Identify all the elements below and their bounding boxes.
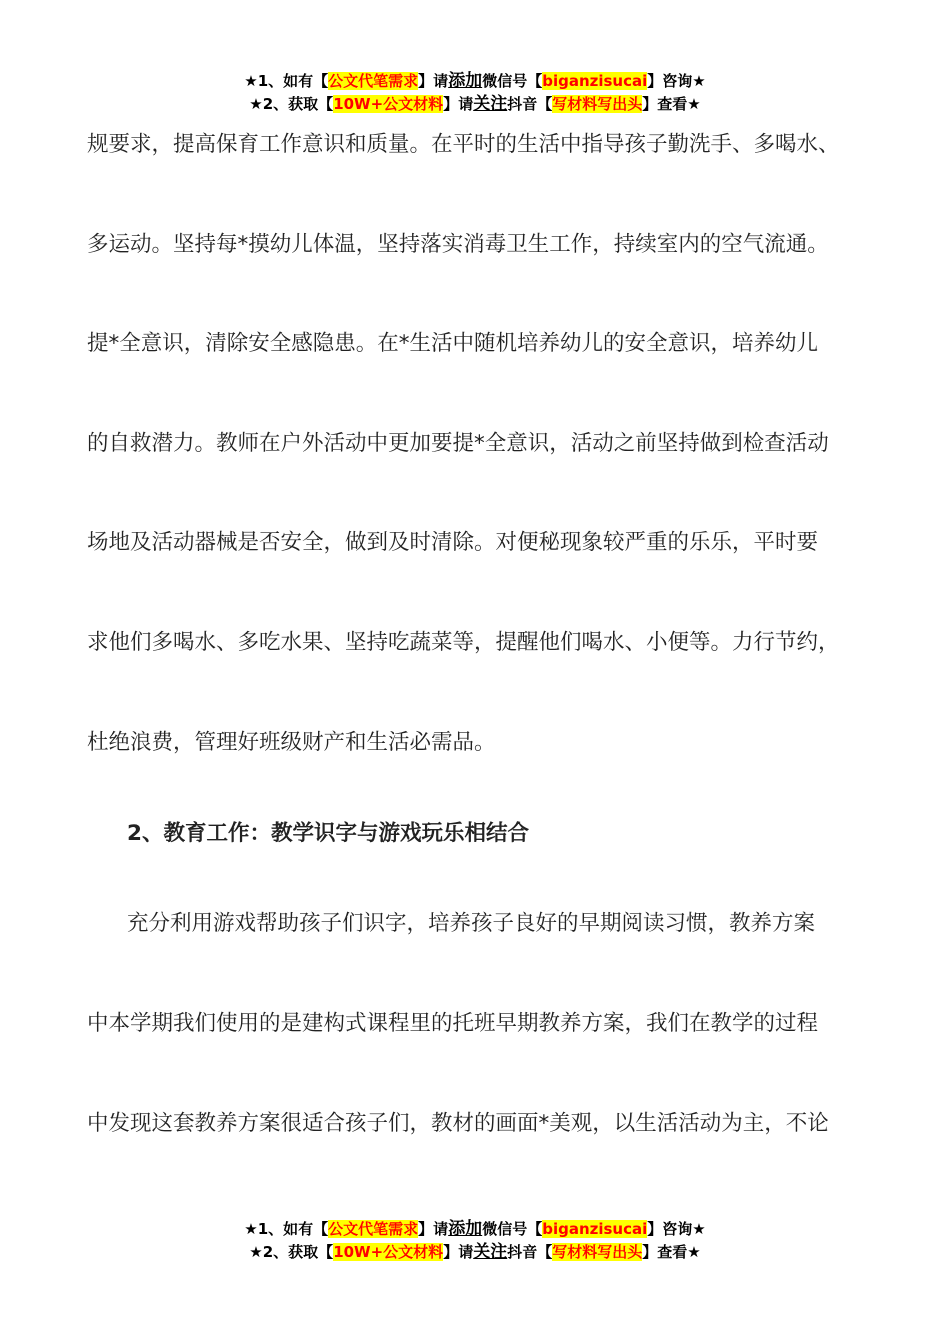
- footer-banner-line-1: [0, 1218, 950, 1241]
- banner-text: ★1、如有【: [244, 1220, 329, 1238]
- banner-douyin-id: 写材料写出头: [552, 95, 643, 113]
- body-line: 多运动。坚持每*摸幼儿体温，坚持落实消毒卫生工作，持续室内的空气流通。: [87, 232, 829, 257]
- section-heading: 2、教育工作：教学识字与游戏玩乐相结合: [127, 821, 529, 846]
- banner-douyin-id: 写材料写出头: [552, 1243, 643, 1261]
- banner-text: 】请: [443, 95, 474, 113]
- body-line: 中本学期我们使用的是建构式课程里的托班早期教养方案，我们在教学的过程: [87, 1011, 819, 1036]
- banner-text: 】咨询★: [647, 72, 706, 90]
- footer-banner: [0, 1218, 950, 1264]
- banner-text: 】查看★: [642, 95, 701, 113]
- banner-wechat-id: biganzisucai: [542, 1220, 648, 1238]
- body-line: 充分利用游戏帮助孩子们识字，培养孩子良好的早期阅读习惯，教养方案: [127, 911, 816, 936]
- body-line: 规要求，提高保育工作意识和质量。在平时的生活中指导孩子勤洗手、多喝水、: [87, 132, 840, 157]
- banner-text: 】查看★: [642, 1243, 701, 1261]
- banner-emphasis: 关注: [473, 1242, 508, 1262]
- body-line: 求他们多喝水、多吃水果、坚持吃蔬菜等，提醒他们喝水、小便等。力行节约，: [87, 630, 840, 655]
- banner-text: 】请: [418, 1220, 449, 1238]
- body-line: 场地及活动器械是否安全，做到及时清除。对便秘现象较严重的乐乐，平时要: [87, 530, 819, 555]
- banner-highlight: 公文代笔需求: [328, 1220, 419, 1238]
- header-banner-line-1: [0, 70, 950, 93]
- banner-wechat-id: biganzisucai: [542, 72, 648, 90]
- banner-emphasis: 添加: [448, 1219, 483, 1239]
- body-line: 杜绝浪费，管理好班级财产和生活必需品。: [87, 730, 496, 755]
- footer-banner-line-2: [0, 1241, 950, 1264]
- banner-text: 微信号【: [482, 72, 543, 90]
- banner-emphasis: 关注: [473, 94, 508, 114]
- banner-text: ★2、获取【: [249, 95, 334, 113]
- banner-text: 微信号【: [482, 1220, 543, 1238]
- banner-highlight: 10W+公文材料: [333, 95, 444, 113]
- banner-text: ★1、如有【: [244, 72, 329, 90]
- banner-text: 】咨询★: [647, 1220, 706, 1238]
- banner-text: ★2、获取【: [249, 1243, 334, 1261]
- header-banner: [0, 70, 950, 116]
- banner-highlight: 公文代笔需求: [328, 72, 419, 90]
- body-line: 中发现这套教养方案很适合孩子们，教材的画面*美观，以生活活动为主，不论: [87, 1111, 829, 1136]
- banner-text: 】请: [443, 1243, 474, 1261]
- banner-highlight: 10W+公文材料: [333, 1243, 444, 1261]
- banner-text: 抖音【: [507, 1243, 553, 1261]
- body-line: 提*全意识，清除安全感隐患。在*生活中随机培养幼儿的安全意识，培养幼儿: [87, 331, 819, 356]
- banner-emphasis: 添加: [448, 71, 483, 91]
- banner-text: 抖音【: [507, 95, 553, 113]
- body-line: 的自救潜力。教师在户外活动中更加要提*全意识，活动之前坚持做到检查活动: [87, 431, 829, 456]
- header-banner-line-2: [0, 93, 950, 116]
- banner-text: 】请: [418, 72, 449, 90]
